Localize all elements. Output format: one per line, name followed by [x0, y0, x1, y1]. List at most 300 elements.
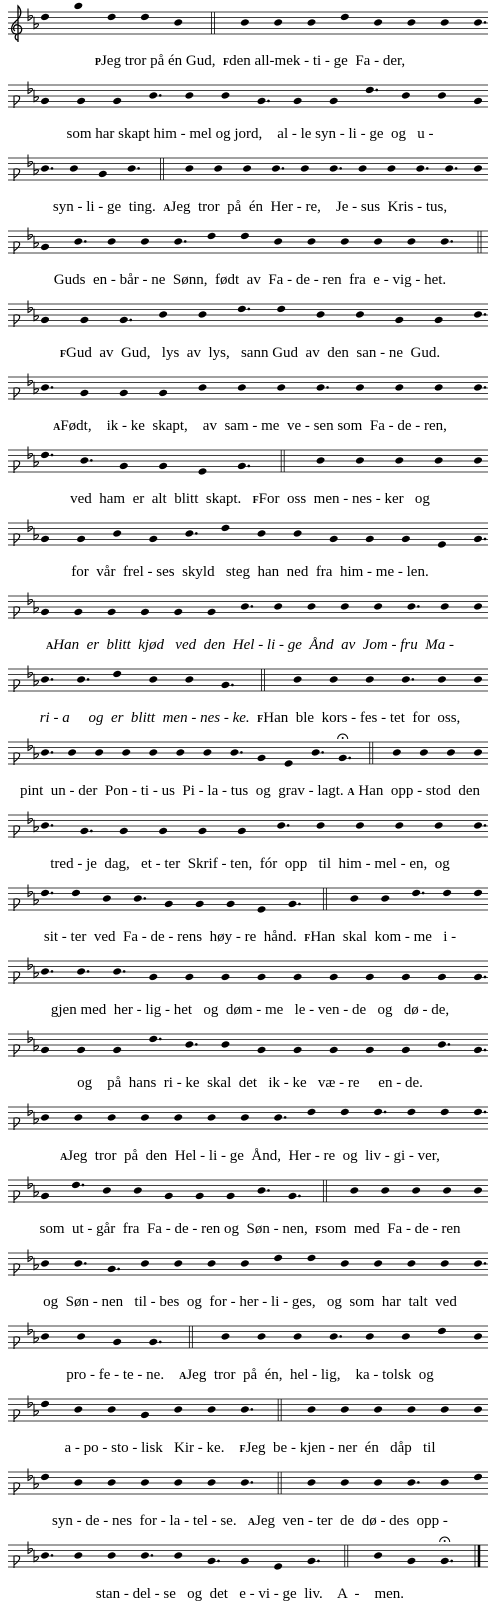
lyric-text: Jeg ven - ter de dø - des opp - [255, 1513, 448, 1529]
note-dot [251, 605, 254, 608]
note-dot [267, 100, 270, 103]
note-head [76, 535, 86, 544]
clef-icon [14, 1410, 20, 1422]
note-head [107, 1551, 117, 1560]
note-head [184, 675, 194, 684]
note-head [220, 524, 230, 533]
note-head [40, 967, 50, 976]
note-head [240, 1478, 250, 1487]
flat-icon [28, 593, 33, 605]
note-dot [484, 1049, 487, 1052]
note-head [329, 97, 339, 106]
lyric-text: Han skal kom - me i - [310, 929, 457, 945]
clef-icon [14, 753, 20, 765]
clef-icon [14, 169, 20, 181]
clef-icon [14, 242, 20, 254]
note-head [473, 1332, 483, 1341]
note-head [195, 1192, 205, 1201]
note-dot [298, 1195, 301, 1198]
note-head [40, 164, 50, 173]
note-dot [251, 1481, 254, 1484]
note-dot [159, 1341, 162, 1344]
note-head [107, 13, 117, 22]
note-dot [51, 386, 54, 389]
role-marker: A [163, 203, 171, 214]
note-head [107, 608, 117, 617]
note-dot [267, 1189, 270, 1192]
note-head [401, 91, 411, 100]
note-head [40, 1551, 50, 1560]
note-head [257, 529, 267, 538]
clef-icon [14, 607, 20, 619]
note-head [240, 18, 250, 27]
note-head [273, 1562, 283, 1571]
note-head [257, 1046, 267, 1055]
note-dot [51, 892, 54, 895]
note-dot [417, 1481, 420, 1484]
note-head [112, 670, 122, 679]
note-head [437, 973, 447, 982]
note-head [207, 1557, 217, 1566]
note-head [257, 905, 267, 914]
note-head [98, 170, 108, 179]
note-head [40, 1192, 50, 1201]
note-head [300, 164, 310, 173]
role-marker: A [53, 422, 61, 433]
note-dot [51, 824, 54, 827]
note-dot [248, 465, 251, 468]
note-head [79, 456, 89, 465]
note-head [73, 608, 83, 617]
note-head [406, 1405, 416, 1414]
note-head [173, 1259, 183, 1268]
note-dot [159, 1038, 162, 1041]
note-head [202, 748, 212, 757]
note-head [119, 389, 129, 398]
note-head [175, 748, 185, 757]
note-dot [248, 308, 251, 311]
note-head [293, 973, 303, 982]
note-head [473, 973, 483, 982]
note-dot [184, 240, 187, 243]
note-head [207, 608, 217, 617]
note-head [207, 232, 217, 241]
note-head [440, 1405, 450, 1414]
note-dot [375, 89, 378, 92]
note-head [440, 18, 450, 27]
note-dot [123, 970, 126, 973]
clef-icon [14, 972, 20, 984]
note-head [340, 1405, 350, 1414]
note-head [273, 1113, 283, 1122]
note-head [473, 1186, 483, 1195]
note-head [440, 1259, 450, 1268]
lyric-line [0, 342, 500, 364]
flat-icon [28, 1250, 33, 1262]
note-head [220, 681, 230, 690]
note-head [40, 1332, 50, 1341]
role-marker: F [223, 57, 230, 68]
clef-icon [14, 96, 20, 108]
note-head [473, 1108, 483, 1117]
note-head [437, 1040, 447, 1049]
lyric-line [0, 1437, 500, 1459]
note-dot [326, 386, 329, 389]
note-head [293, 675, 303, 684]
note-head [411, 889, 421, 898]
note-head [386, 164, 396, 173]
note-head [358, 164, 368, 173]
note-head [76, 675, 86, 684]
note-head [340, 1259, 350, 1268]
note-head [329, 535, 339, 544]
note-dot [87, 678, 90, 681]
note-head [373, 1259, 383, 1268]
lyric-text: Jeg tror på én Her - re, Je - sus Kris - tus, [170, 199, 448, 215]
note-head [340, 602, 350, 611]
lyric-text: Jeg tror på én, hel - lig, ka - tolsk og [186, 1367, 434, 1383]
lyric-text: ri - a og er blitt men - nes - ke. [39, 710, 250, 726]
note-head [355, 310, 365, 319]
note-head [306, 18, 316, 27]
flat-icon [28, 1323, 33, 1335]
note-head [148, 1035, 158, 1044]
lyric-line [0, 561, 500, 583]
note-head [40, 1113, 50, 1122]
note-head [380, 894, 390, 903]
role-marker: F [257, 714, 264, 725]
lyric-line [0, 853, 500, 875]
lyric-line [0, 196, 500, 218]
clef-icon [14, 1191, 20, 1203]
note-head [446, 748, 456, 757]
note-head [276, 305, 286, 314]
note-head [184, 973, 194, 982]
note-head [473, 675, 483, 684]
note-dot [159, 94, 162, 97]
note-head [207, 1478, 217, 1487]
lyric-line [0, 1510, 500, 1532]
lyric-text: syn - li - ge ting. [52, 199, 164, 215]
role-marker: F [59, 349, 66, 360]
lyric-text: som med Fa - de - ren [321, 1221, 461, 1237]
note-head [173, 1478, 183, 1487]
note-head [240, 232, 250, 241]
lyric-line [0, 50, 500, 72]
clef-icon [14, 315, 20, 327]
flat-icon [28, 1542, 33, 1554]
flat-icon [28, 1396, 33, 1408]
note-head [107, 1405, 117, 1414]
note-head [112, 1338, 122, 1347]
note-head [434, 821, 444, 830]
lyric-text: pro - fe - te - ne. [66, 1367, 180, 1383]
clef-icon [14, 899, 20, 911]
note-dot [484, 21, 487, 24]
note-head [406, 1108, 416, 1117]
lyric-line [0, 1291, 500, 1313]
role-marker: F [252, 495, 259, 506]
note-head [437, 91, 447, 100]
note-head [40, 451, 50, 460]
note-head [121, 748, 131, 757]
lyric-line [0, 488, 500, 510]
note-dot [484, 1262, 487, 1265]
note-head [158, 827, 168, 836]
note-head [287, 1192, 297, 1201]
note-dot [240, 751, 243, 754]
flat-icon [28, 885, 33, 897]
lyric-line [0, 634, 500, 656]
note-head [415, 164, 425, 173]
note-head [273, 18, 283, 27]
note-dot [129, 319, 132, 322]
note-head [373, 1108, 383, 1117]
role-marker: P [94, 57, 101, 68]
lyric-text: pint un - der Pon - ti - us Pi - la - tus og grav - lagt. [19, 783, 348, 799]
note-head [197, 310, 207, 319]
note-head [220, 1040, 230, 1049]
note-dot [51, 970, 54, 973]
note-head [473, 383, 483, 392]
lyric-text: stan - del - se og det e - vi - ge liv. A - men. [95, 1586, 405, 1602]
note-head [287, 900, 297, 909]
note-head [40, 1259, 50, 1268]
note-head [401, 675, 411, 684]
note-head [173, 18, 183, 27]
note-head [306, 1478, 316, 1487]
note-head [184, 91, 194, 100]
note-head [473, 97, 483, 106]
note-head [316, 310, 326, 319]
note-head [440, 237, 450, 246]
note-head [365, 675, 375, 684]
note-dot [484, 1111, 487, 1114]
note-head [440, 1478, 450, 1487]
note-head [473, 602, 483, 611]
note-dot [51, 678, 54, 681]
clef-icon [14, 1337, 20, 1349]
note-dot [448, 1043, 451, 1046]
note-head [40, 608, 50, 617]
treble-clef-icon [12, 6, 22, 42]
note-head [140, 13, 150, 22]
note-head [440, 1108, 450, 1117]
note-head [340, 13, 350, 22]
note-dot [484, 824, 487, 827]
clef-icon [14, 461, 20, 473]
lyric-text: gjen med her - lig - het og døm - me le - ven - de og dø - de, [50, 1002, 450, 1018]
lyric-text: den all-mek - ti - ge Fa - der, [229, 53, 406, 69]
role-marker: A [247, 1517, 256, 1528]
note-dot [317, 1560, 320, 1563]
note-head [380, 1186, 390, 1195]
note-head [293, 97, 303, 106]
note-head [148, 91, 158, 100]
note-head [148, 748, 158, 757]
flat-icon [28, 958, 33, 970]
note-head [119, 827, 129, 836]
flat-icon [28, 1031, 33, 1043]
role-marker: A [347, 787, 355, 798]
note-head [284, 759, 294, 768]
note-head [76, 1046, 86, 1055]
note-head [473, 310, 483, 319]
note-head [444, 164, 454, 173]
note-dot [422, 892, 425, 895]
note-head [237, 305, 247, 314]
note-head [473, 1405, 483, 1414]
note-head [473, 18, 483, 27]
note-head [440, 1557, 450, 1566]
note-dot [51, 454, 54, 457]
note-head [392, 748, 402, 757]
lyric-text: som har skapt him - mel og jord, al - le syn - li - ge og u - [66, 126, 434, 142]
note-head [40, 748, 50, 757]
lyric-text: Jeg be - kjen - ner én dåp til [245, 1440, 436, 1456]
note-head [473, 456, 483, 465]
note-head [158, 310, 168, 319]
note-head [73, 1259, 83, 1268]
note-head [197, 827, 207, 836]
note-dot [339, 1335, 342, 1338]
note-head [119, 316, 129, 325]
lyric-text: og Søn - nen til - bes og for - her - li - ges, og som har talt ved [43, 1294, 457, 1310]
note-head [112, 967, 122, 976]
note-head [112, 1046, 122, 1055]
note-dot [412, 678, 415, 681]
note-head [107, 1478, 117, 1487]
note-dot [282, 167, 285, 170]
note-head [473, 164, 483, 173]
note-head [306, 1108, 316, 1117]
note-head [102, 1186, 112, 1195]
note-head [401, 973, 411, 982]
clef-icon [14, 534, 20, 546]
note-head [311, 748, 321, 757]
note-head [329, 164, 339, 173]
note-head [240, 1557, 250, 1566]
note-head [365, 535, 375, 544]
note-head [473, 1259, 483, 1268]
note-head [365, 1332, 375, 1341]
note-head [79, 389, 89, 398]
note-head [473, 889, 483, 898]
note-head [401, 535, 411, 544]
note-dot [484, 538, 487, 541]
note-head [140, 608, 150, 617]
flat-icon [28, 1469, 33, 1481]
role-marker: A [60, 1152, 68, 1163]
flat-icon [28, 812, 33, 824]
note-head [148, 675, 158, 684]
note-dot [87, 970, 90, 973]
note-head [40, 97, 50, 106]
lyric-text: a - po - sto - lisk Kir - ke. [64, 1440, 240, 1456]
note-head [257, 1332, 267, 1341]
note-dot [384, 1111, 387, 1114]
note-dot [417, 605, 420, 608]
note-head [365, 1046, 375, 1055]
note-head [237, 827, 247, 836]
note-head [107, 1113, 117, 1122]
note-head [76, 97, 86, 106]
note-head [329, 1046, 339, 1055]
note-head [73, 1478, 83, 1487]
note-head [119, 462, 129, 471]
note-head [237, 383, 247, 392]
flat-icon [28, 155, 33, 167]
note-head [79, 316, 89, 325]
note-head [73, 237, 83, 246]
note-head [340, 1478, 350, 1487]
note-dot [137, 167, 140, 170]
note-head [73, 1551, 83, 1560]
note-head [276, 821, 286, 830]
note-head [406, 1259, 416, 1268]
note-head [293, 529, 303, 538]
note-head [207, 1405, 217, 1414]
note-head [229, 748, 239, 757]
note-dot [117, 1268, 120, 1271]
note-dot [195, 532, 198, 535]
note-head [257, 97, 267, 106]
note-head [140, 1411, 150, 1420]
flat-icon [28, 374, 33, 386]
note-head [220, 1332, 230, 1341]
note-head [158, 462, 168, 471]
note-head [67, 748, 77, 757]
note-head [273, 602, 283, 611]
note-head [316, 456, 326, 465]
note-head [73, 1113, 83, 1122]
lyric-text: for vår frel - ses skyld steg han ned fra him - me - len. [71, 564, 429, 580]
note-head [306, 1405, 316, 1414]
note-head [401, 1332, 411, 1341]
note-head [102, 894, 112, 903]
flat-icon [28, 82, 33, 94]
note-head [373, 18, 383, 27]
lyric-line [0, 926, 500, 948]
lyric-text: ved ham er alt blitt skapt. [70, 491, 253, 507]
note-head [213, 164, 223, 173]
lyric-text: Han opp - stod den [354, 783, 481, 799]
flat-icon [28, 447, 33, 459]
note-dot [450, 1560, 453, 1563]
note-head [148, 973, 158, 982]
note-head [473, 1046, 483, 1055]
note-head [140, 1478, 150, 1487]
note-head [349, 1186, 359, 1195]
note-head [140, 1259, 150, 1268]
note-head [76, 1332, 86, 1341]
lyric-line [0, 1072, 500, 1094]
lyric-text: Gud av Gud, lys av lys, sann Gud av den san - ne Gud. [65, 345, 441, 361]
note-head [329, 973, 339, 982]
note-dot [217, 1560, 220, 1563]
note-head [197, 383, 207, 392]
note-head [257, 973, 267, 982]
note-head [40, 889, 50, 898]
note-head [293, 1332, 303, 1341]
flat-icon [28, 228, 33, 240]
note-head [440, 602, 450, 611]
note-head [173, 1405, 183, 1414]
note-head [406, 602, 416, 611]
note-head [237, 462, 247, 471]
lyric-line [0, 707, 500, 729]
note-head [437, 675, 447, 684]
